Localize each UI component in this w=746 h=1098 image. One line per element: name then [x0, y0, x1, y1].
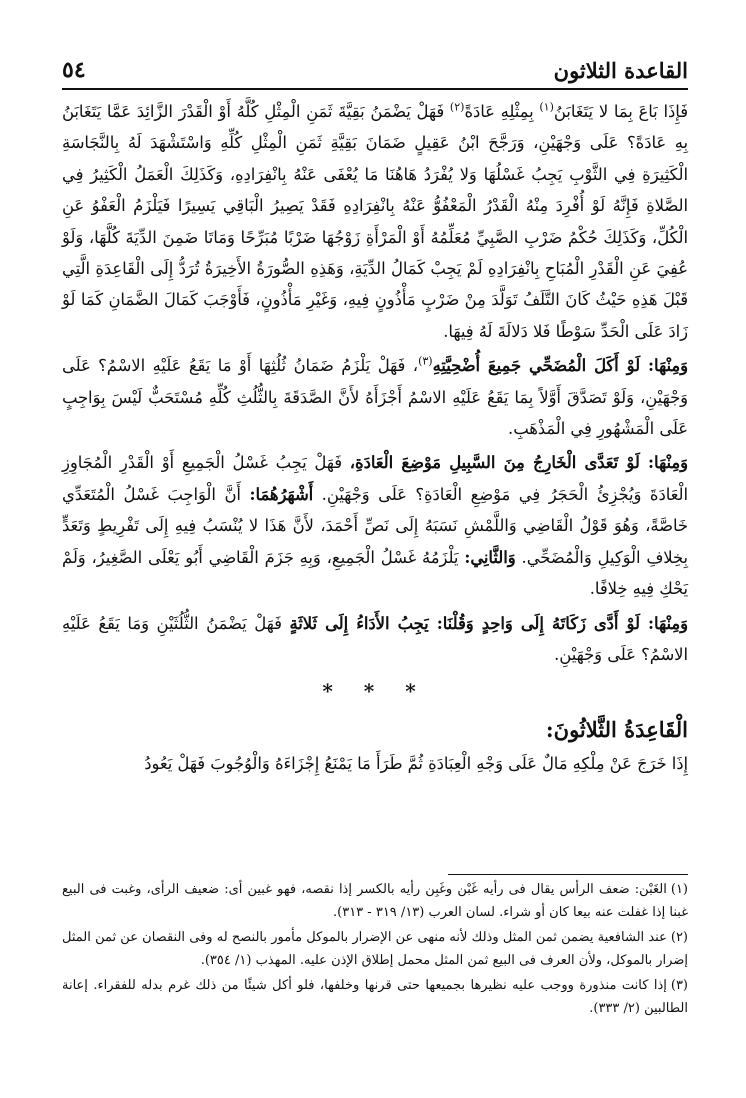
p3-mid: فَهَلْ يَجِبُ غَسْلُ الْجَمِيعِ أَوْ الْقَدْرِ الْمُجَاوِزِ الْعَادَةَ وَيُجْزِئُ الْحَجَرُ فِي مَوْضِعِ الْعَادَةِ؟ عَلَى وَجْهَيْنِ.	[62, 453, 688, 504]
paragraph-5: إِذَا خَرَجَ عَنْ مِلْكِهِ مَالٌ عَلَى وَجْهِ الْعِبَادَةِ ثُمَّ طَرَأَ مَا يَمْنَعُ إِجْزَاءَهُ وَالْوُجُوبَ فَهَلْ يَعُودُ	[144, 753, 688, 773]
paragraph-4	[62, 608, 688, 671]
p4-lead: وَمِنْهَا: لَوْ أَدَّى زَكَاتَهُ إِلَى وَاحِدٍ وَقُلْنَا: يَجِبُ الأَدَاءُ إِلَى ثَلاثَةٍ	[289, 613, 688, 633]
p2-rest: ، فَهَلْ يَلْزَمُ ضَمَانُ ثُلُثِهَا أَوْ مَا يَقَعُ عَلَيْهِ الاسْمُ؟ عَلَى وَجْهَيْنِ، وَلَوْ تَصَدَّقَ أَوَّلاً بِمَا يَقَعُ عَلَيْهِ الاسْمُ أَجْزَأَهُ لأَنَّ الصَّدَقَةَ بِالثُّلُثِ كُلِّهِ مُسْتَحَبٌّ لَيْسَ بِوَاجِبٍ عَلَى الْمَشْهُورِ فِي الْمَذْهَبِ.	[62, 356, 688, 439]
p1-text-c: فَهَلْ يَضْمَنُ بَقِيَّةَ ثَمَنِ الْمِثْلِ كُلَّهُ أَوْ الْقَدْرَ الزَّائِدَ عَمَّا يَتَغَابَنُ بِهِ عَادَةً؟ عَلَى وَجْهَيْنِ، وَرَجَّحَ ابْنُ عَقِيلٍ ضَمَانَ بَقِيَّةِ ثَمَنِ الْمِثْلِ كُلِّهِ وَاسْتَشْهَدَ لَهُ بِالنَّجَاسَةِ الْكَثِيرَةِ فِي الثَّوْبِ يَجِبُ غَسْلُهَا وَلا يُفْرَدُ هَاهُنَا مَا يُعْفَى عَنْهُ بِانْفِرَادِهِ، وَكَذَلِكَ الْعَمَلُ الْكَثِيرُ فِي الصَّلاةِ فَإِنَّهُ لَوْ أُفْرِدَ مِنْهُ الْقَدْرُ الْمَعْفُوُّ عَنْهُ بِانْفِرَادِهِ فَقَدْ يَصِيرُ الْبَاقِي يَسِيرًا فَيَلْزَمُ الْعَفْوُ عَنِ الْكُلِّ، وَكَذَلِكَ حُكْمُ ضَرْبِ الصَّبِيِّ مُعَلِّمُهُ أَوْ الْمَرْأَةِ زَوْجُهَا ضَرْبًا مُبَرِّحًا وَمَاتَا ضَمِنَ الدِّيَةَ كُلَّهَا، وَلَوْ عُفِيَ عَنِ الْقَدْرِ الْمُبَاحِ بِانْفِرَادِهِ لَمْ يَجِبْ كَمَالُ الدِّيَةِ، وَهَذِهِ الصُّورَةُ الأَخِيرَةُ تُرَدُّ إِلَى الْقَاعِدَةِ الَّتِي قَبْلَ هَذِهِ حَيْثُ كَانَ التَّلَفُ تَوَلَّدَ مِنْ ضَرْبٍ مَأْذُونٍ فِيهِ، وَغَيْرِ مَأْذُونٍ، فَأَوْجَبَ كَمَالَ الضَّمَانِ كَمَا لَوْ زَادَ عَلَى الْحَدِّ سَوْطًا فَلا دَلالَةَ لَهُ فِيهَا.	[62, 102, 688, 341]
page-number: ٥٤	[62, 57, 86, 83]
paragraph-2	[62, 350, 688, 444]
footnote-ref-1[interactable]: (١)	[539, 100, 554, 114]
footnote-rule	[448, 874, 688, 875]
footnote-3-text: إذا كانت منذورة ووجب عليه نظيرها بجميعها حتى قرنها وخلفها، فلو أكل شيئًا من ذلك غرم بدله للفقراء. إعانة الطالبين (٢/ ٣٣٣).	[62, 978, 688, 1016]
footnotes	[62, 879, 688, 1023]
running-title: القاعدة الثلاثون	[553, 57, 688, 83]
section-heading: الْقَاعِدَةُ الثَّلاثُونَ:	[545, 716, 688, 742]
footnote-2-text: عند الشافعية يضمن ثمن المثل وذلك لأنه منهى عن الإضرار بالموكل مأمور بالنصح له وفى النقصان عن ثمن المثل إضرار بالموكل، ولأن العرف فى البيع ثمن المثل محمل إطلاق الإذن عليه. المهذب (١/ ٣٥٤).	[62, 930, 688, 968]
p4-rest: فَهَلْ يَضْمَنُ الثُّلُثَيْنِ وَمَا يَقَعُ عَلَيْهِ الاسْمُ؟ عَلَى وَجْهَيْنِ.	[62, 613, 688, 664]
paragraph-3	[62, 447, 688, 604]
section-divider-stars: * * *	[322, 679, 428, 704]
page-header	[62, 50, 688, 90]
footnote-2-number: (٢)	[670, 930, 688, 945]
p1-text-a: فَإِذَا بَاعَ بِمَا لا يَتَغَابَنُ	[553, 102, 688, 121]
p3-mid2: أَنَّ الْوَاجِبَ غَسْلُ الْمُتَعَدِّي خَاصَّةً، وَهُوَ قَوْلُ الْقَاضِي وَاللَّمْشِ نَسَبَهُ إِلَى نَصِّ أَحْمَدَ، لأَنَّ هَذَا لا يُنْسَبُ فِيهِ إِلَى تَفْرِيطٍ وَتَعَدٍّ بِخِلافِ الْوَكِيلِ وَالْمُضَحِّي.	[62, 484, 688, 567]
p3-first-opinion: أَشْهَرُهُمَا:	[249, 484, 314, 504]
footnote-1	[62, 879, 688, 924]
footnote-3	[62, 975, 688, 1020]
footnote-ref-3[interactable]: (٣)	[418, 354, 433, 368]
p3-second-opinion: وَالثَّانِي:	[464, 547, 516, 567]
footnote-1-text: الغَبْن: ضعف الرأس يقال فى رأيه غَبْن وغَبِن رأيه بالكسر إذا نقصه، فهو غبين أى: ضعيف الرأى، وغبت فى البيع غبنا إذا غفلت عنه بيعا كان أو شراء. لسان العرب (١٣/ ٣١٩ - ٣١٣).	[62, 882, 688, 920]
footnote-2	[62, 927, 688, 972]
header-rule	[62, 88, 688, 90]
footnote-ref-2[interactable]: (٢)	[449, 100, 465, 114]
footnote-3-number: (٣)	[670, 978, 688, 993]
p2-lead: وَمِنْهَا: لَوْ أَكَلَ الْمُضَحِّي جَمِيعَ أُضْحِيَّتِهِ	[432, 356, 688, 376]
p1-text-b: بِمِثْلِهِ عَادَةً	[464, 102, 540, 121]
paragraph-1	[62, 96, 688, 347]
p3-lead: وَمِنْهَا: لَوْ تَعَدَّى الْخَارِجُ مِنَ السَّبِيلِ مَوْضِعَ الْعَادَةِ،	[349, 453, 688, 473]
p3-end: يَلْزَمُهُ غَسْلُ الْجَمِيعِ، وَبِهِ جَزَمَ الْقَاضِي أَبُو يَعْلَى الصَّغِيرُ، وَلَمْ يَحْكِ فِيهِ خِلافًا.	[62, 547, 688, 599]
main-text	[62, 96, 688, 779]
footnote-1-number: (١)	[670, 882, 688, 897]
